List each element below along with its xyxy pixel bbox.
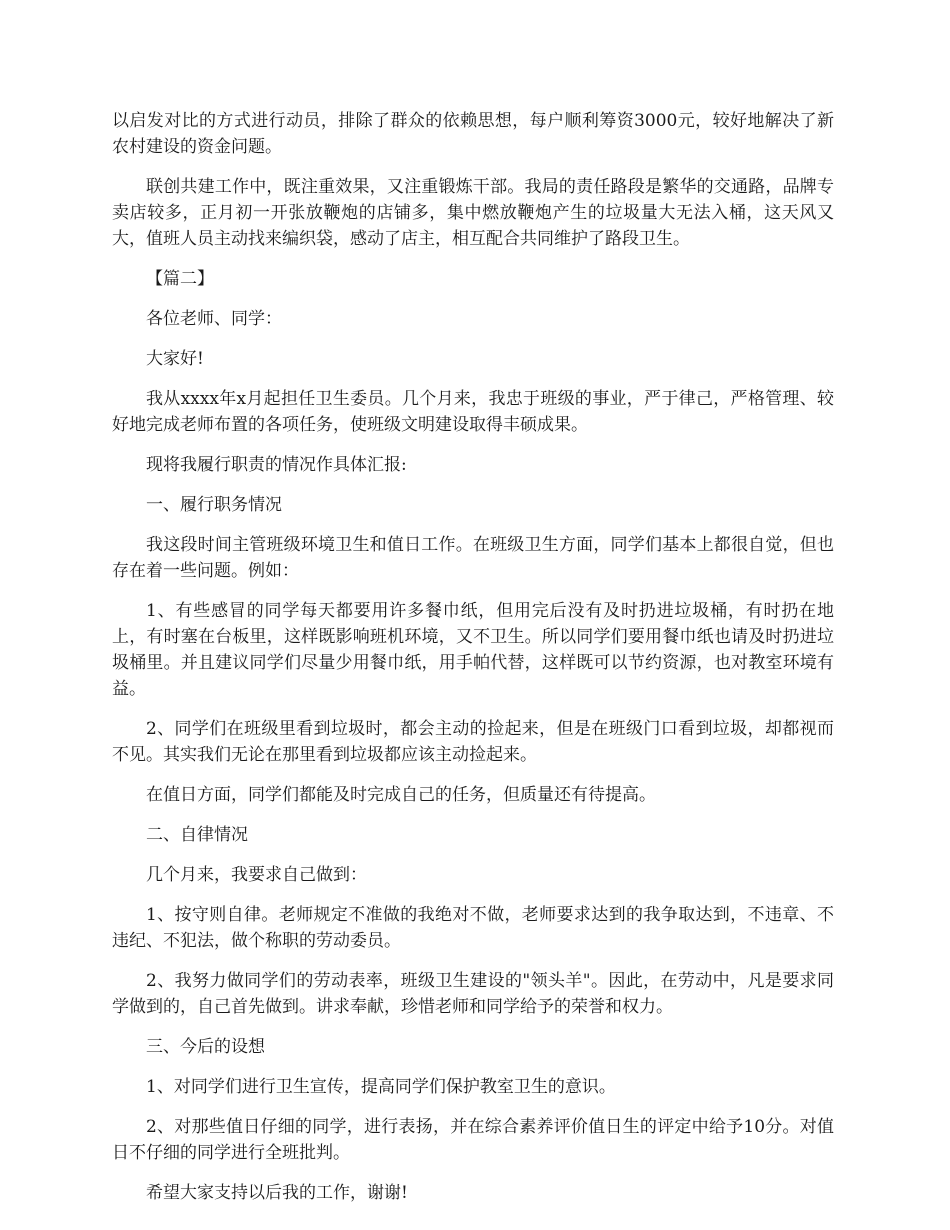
list-item-hygiene-promotion: 1、对同学们进行卫生宣传，提高同学们保护教室卫生的意识。 — [146, 1077, 616, 1097]
paragraph-joint-construction: 联创共建工作中，既注重效果，又注重锻炼干部。我局的责任路段是繁华的交通路，品牌专卖店较多，正月初一开张放鞭炮的店铺多，集中燃放鞭炮产生的垃圾量大无法入桶，这天风又大，值班人员主动找来编织袋，感动了店主，相互配合共同维护了路段卫生。 — [112, 177, 834, 249]
greeting: 大家好! — [146, 349, 204, 369]
paragraph-self-requirements: 几个月来，我要求自己做到： — [146, 865, 367, 885]
paragraph-continuation: 以启发对比的方式进行动员，排除了群众的依赖思想，每户顺利筹资3000元，较好地解决了新农村建设的资金问题。 — [112, 111, 834, 157]
list-item-praise-criticism: 2、对那些值日仔细的同学，进行表扬，并在综合素养评价值日生的评定中给予10分。对值日不仔细的同学进行全班批判。 — [112, 1117, 834, 1163]
paragraph-intro: 我从xxxx年x月起担任卫生委员。几个月来，我忠于班级的事业，严于律己，严格管理、较好地完成老师布置的各项任务，使班级文明建设取得丰硕成果。 — [112, 389, 834, 435]
list-item-litter-issue: 2、同学们在班级里看到垃圾时，都会主动的捡起来，但是在班级门口看到垃圾，却都视而不见。其实我们无论在那里看到垃圾都应该主动捡起来。 — [112, 719, 834, 765]
section-heading-part-two: 【篇二】 — [146, 269, 214, 289]
section-heading-future-plans: 三、今后的设想 — [146, 1037, 265, 1057]
section-heading-self-discipline: 二、自律情况 — [146, 825, 248, 845]
paragraph-report-lead: 现将我履行职责的情况作具体汇报: — [146, 455, 407, 475]
section-heading-duties: 一、履行职务情况 — [146, 495, 282, 515]
list-item-tissue-issue: 1、有些感冒的同学每天都要用许多餐巾纸，但用完后没有及时扔进垃圾桶，有时扔在地上，有时塞在台板里，这样既影响班机环境，又不卫生。所以同学们要用餐巾纸也请及时扔进垃圾桶里。并且建议同学们尽量少用餐巾纸，用手帕代替，这样既可以节约资源，也对教室环境有益。 — [112, 601, 834, 699]
document-body — [112, 108, 834, 1220]
list-item-role-model: 2、我努力做同学们的劳动表率，班级卫生建设的"领头羊"。因此，在劳动中，凡是要求同学做到的，自己首先做到。讲求奉献，珍惜老师和同学给予的荣誉和权力。 — [112, 971, 834, 1017]
closing-remark: 希望大家支持以后我的工作，谢谢! — [146, 1183, 408, 1203]
list-item-rules: 1、按守则自律。老师规定不准做的我绝对不做，老师要求达到的我争取达到，不违章、不违纪、不犯法，做个称职的劳动委员。 — [112, 905, 834, 951]
salutation: 各位老师、同学： — [146, 309, 282, 329]
paragraph-duty-quality: 在值日方面，同学们都能及时完成自己的任务，但质量还有待提高。 — [146, 785, 656, 805]
paragraph-duties-overview: 我这段时间主管班级环境卫生和值日工作。在班级卫生方面，同学们基本上都很自觉，但也存在着一些问题。例如： — [112, 535, 834, 581]
